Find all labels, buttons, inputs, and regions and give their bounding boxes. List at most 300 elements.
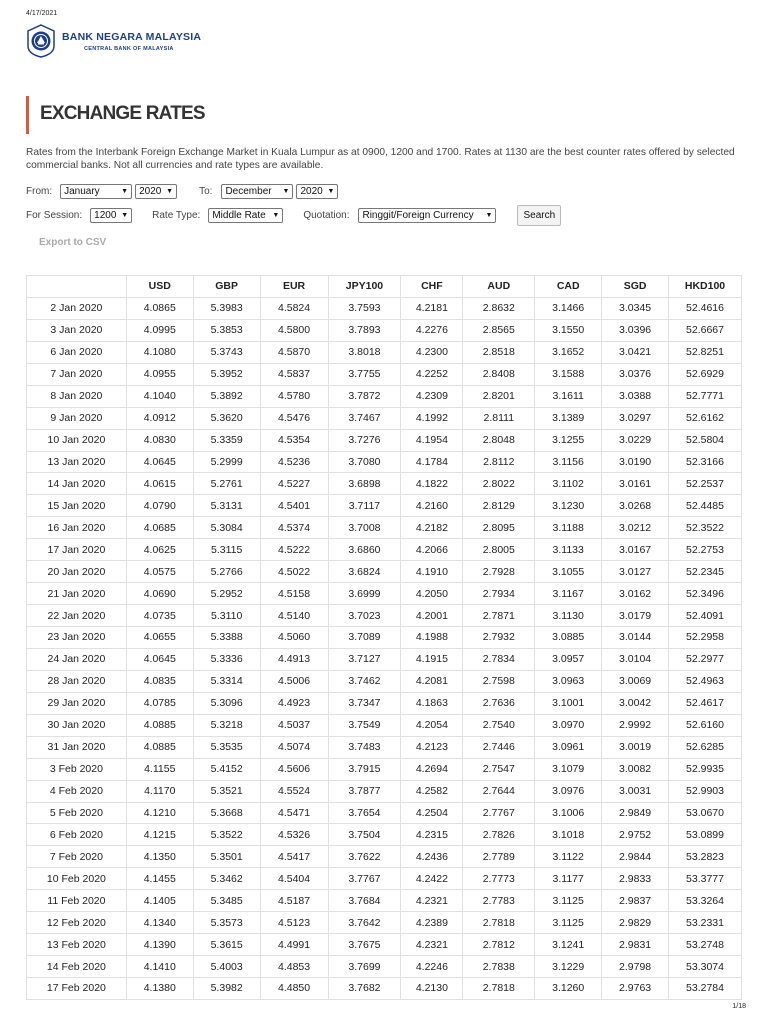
rate-cell: 3.1122	[535, 846, 602, 868]
table-row	[27, 363, 742, 385]
bnm-logo[interactable]	[26, 24, 201, 58]
rate-cell: 3.7467	[328, 407, 401, 429]
rate-cell: 52.6929	[669, 363, 742, 385]
table-row	[27, 736, 742, 758]
rate-cell: 4.0885	[126, 736, 193, 758]
rate-cell: 53.2748	[669, 934, 742, 956]
date-cell: 13 Feb 2020	[27, 934, 127, 956]
rate-cell: 4.1455	[126, 868, 193, 890]
table-row	[27, 385, 742, 407]
date-cell: 10 Feb 2020	[27, 868, 127, 890]
rate-cell: 4.4923	[260, 692, 328, 714]
rate-cell: 4.0790	[126, 495, 193, 517]
rate-cell: 53.2331	[669, 912, 742, 934]
rate-cell: 4.0865	[126, 297, 193, 319]
rate-cell: 3.7483	[328, 736, 401, 758]
rate-cell: 4.5476	[260, 407, 328, 429]
rate-cell: 3.1177	[535, 868, 602, 890]
table-row	[27, 780, 742, 802]
rate-cell: 2.9844	[602, 846, 669, 868]
rate-cell: 3.1079	[535, 758, 602, 780]
date-cell: 28 Jan 2020	[27, 670, 127, 692]
rate-cell: 3.1133	[535, 539, 602, 561]
rate-cell: 4.5006	[260, 670, 328, 692]
rate-cell: 5.3521	[193, 780, 260, 802]
rate-cell: 5.3462	[193, 868, 260, 890]
rate-cell: 3.7675	[328, 934, 401, 956]
rate-cell: 4.5824	[260, 297, 328, 319]
chevron-down-icon: ▼	[327, 188, 335, 195]
rate-cell: 3.0421	[602, 341, 669, 363]
from-label: From:	[26, 186, 53, 197]
rate-cell: 3.1130	[535, 605, 602, 627]
page-title: EXCHANGE RATES	[40, 103, 205, 124]
rate-cell: 2.7644	[463, 780, 535, 802]
rate-cell: 53.3264	[669, 890, 742, 912]
rate-cell: 5.3620	[193, 407, 260, 429]
chevron-down-icon: ▼	[272, 212, 280, 219]
column-header-chf: CHF	[401, 276, 463, 298]
table-row	[27, 758, 742, 780]
table-row	[27, 802, 742, 824]
column-header-hkd100: HKD100	[669, 276, 742, 298]
session-select[interactable]	[90, 208, 132, 223]
bnm-emblem-icon	[26, 24, 56, 58]
rate-cell: 4.5326	[260, 824, 328, 846]
rate-cell: 5.3573	[193, 912, 260, 934]
rate-cell: 3.0069	[602, 670, 669, 692]
rate-cell: 5.3131	[193, 495, 260, 517]
rate-cell: 2.9992	[602, 714, 669, 736]
rate-cell: 4.5158	[260, 583, 328, 605]
table-row	[27, 539, 742, 561]
rate-cell: 52.2537	[669, 473, 742, 495]
rate-cell: 4.2315	[401, 824, 463, 846]
table-row	[27, 341, 742, 363]
to-month-select[interactable]	[221, 184, 293, 199]
rate-cell: 5.4152	[193, 758, 260, 780]
date-cell: 6 Jan 2020	[27, 341, 127, 363]
table-row	[27, 451, 742, 473]
rate-cell: 4.5837	[260, 363, 328, 385]
rate-cell: 4.2694	[401, 758, 463, 780]
rate-cell: 2.8129	[463, 495, 535, 517]
column-header-date	[27, 276, 127, 298]
rate-cell: 4.1350	[126, 846, 193, 868]
rate-cell: 2.7598	[463, 670, 535, 692]
rate-cell: 5.2999	[193, 451, 260, 473]
rate-cell: 3.1188	[535, 517, 602, 539]
rate-cell: 4.5227	[260, 473, 328, 495]
from-month-value: January	[64, 186, 100, 197]
rate-cell: 4.2276	[401, 319, 463, 341]
rate-cell: 3.7080	[328, 451, 401, 473]
rate-cell: 3.1055	[535, 561, 602, 583]
rate-cell: 4.2321	[401, 890, 463, 912]
rate-cell: 3.1550	[535, 319, 602, 341]
rate-cell: 4.1340	[126, 912, 193, 934]
rate-cell: 4.2050	[401, 583, 463, 605]
rate-cell: 3.7504	[328, 824, 401, 846]
rate-cell: 4.5870	[260, 341, 328, 363]
rate-cell: 3.1125	[535, 890, 602, 912]
rate-cell: 52.2958	[669, 627, 742, 649]
rate-cell: 4.5060	[260, 627, 328, 649]
rate-cell: 4.1380	[126, 978, 193, 1000]
rate-cell: 3.0212	[602, 517, 669, 539]
rate-cell: 4.2182	[401, 517, 463, 539]
column-header-jpy100: JPY100	[328, 276, 401, 298]
rate-cell: 53.2784	[669, 978, 742, 1000]
rate-cell: 53.0899	[669, 824, 742, 846]
rate-cell: 4.1080	[126, 341, 193, 363]
quotation-label: Quotation:	[303, 210, 350, 221]
rate-cell: 3.7877	[328, 780, 401, 802]
rate-cell: 3.0885	[535, 627, 602, 649]
rate-cell: 3.1125	[535, 912, 602, 934]
rate-cell: 4.2422	[401, 868, 463, 890]
title-accent-bar	[26, 96, 29, 134]
rate-cell: 52.7771	[669, 385, 742, 407]
rate-cell: 5.2952	[193, 583, 260, 605]
rate-cell: 2.7934	[463, 583, 535, 605]
table-row	[27, 670, 742, 692]
rate-cell: 4.5022	[260, 561, 328, 583]
date-cell: 6 Feb 2020	[27, 824, 127, 846]
table-row	[27, 627, 742, 649]
rate-cell: 2.7834	[463, 648, 535, 670]
to-year-value: 2020	[300, 186, 323, 197]
rate-cell: 5.3110	[193, 605, 260, 627]
rate-cell: 3.7089	[328, 627, 401, 649]
table-row	[27, 934, 742, 956]
table-row	[27, 495, 742, 517]
date-cell: 30 Jan 2020	[27, 714, 127, 736]
date-cell: 5 Feb 2020	[27, 802, 127, 824]
rate-cell: 3.6860	[328, 539, 401, 561]
from-year-value: 2020	[139, 186, 162, 197]
rate-cell: 4.5140	[260, 605, 328, 627]
rate-cell: 2.7783	[463, 890, 535, 912]
rate-cell: 2.9763	[602, 978, 669, 1000]
rate-cell: 4.2389	[401, 912, 463, 934]
rate-cell: 4.4991	[260, 934, 328, 956]
column-header-sgd: SGD	[602, 276, 669, 298]
rate-cell: 5.3615	[193, 934, 260, 956]
rate-cell: 3.0957	[535, 648, 602, 670]
column-header-eur: EUR	[260, 276, 328, 298]
rate-cell: 4.5471	[260, 802, 328, 824]
rate-cell: 3.7682	[328, 978, 401, 1000]
rate-cell: 52.6160	[669, 714, 742, 736]
rate-cell: 3.0127	[602, 561, 669, 583]
rate-cell: 3.0161	[602, 473, 669, 495]
date-cell: 14 Jan 2020	[27, 473, 127, 495]
date-cell: 23 Jan 2020	[27, 627, 127, 649]
rate-cell: 4.1992	[401, 407, 463, 429]
rate-cell: 4.5374	[260, 517, 328, 539]
rate-cell: 3.1611	[535, 385, 602, 407]
rate-cell: 3.0961	[535, 736, 602, 758]
rate-cell: 4.1988	[401, 627, 463, 649]
rate-cell: 3.1389	[535, 407, 602, 429]
rate-cell: 4.1915	[401, 648, 463, 670]
rate-cell: 5.3084	[193, 517, 260, 539]
rate-cell: 4.1155	[126, 758, 193, 780]
rate-cell: 2.7818	[463, 912, 535, 934]
rate-cell: 3.7893	[328, 319, 401, 341]
rate-cell: 52.6162	[669, 407, 742, 429]
rate-cell: 4.4850	[260, 978, 328, 1000]
table-row	[27, 824, 742, 846]
rate-cell: 2.9831	[602, 934, 669, 956]
rate-cell: 4.2246	[401, 956, 463, 978]
filter-row	[26, 205, 561, 226]
rate-cell: 52.3166	[669, 451, 742, 473]
rate-cell: 3.7347	[328, 692, 401, 714]
rate-cell: 2.7818	[463, 978, 535, 1000]
rate-cell: 3.8018	[328, 341, 401, 363]
date-cell: 13 Jan 2020	[27, 451, 127, 473]
rate-cell: 3.1255	[535, 429, 602, 451]
date-cell: 15 Jan 2020	[27, 495, 127, 517]
chevron-down-icon: ▼	[485, 212, 493, 219]
rate-type-select[interactable]	[208, 208, 283, 223]
table-row	[27, 297, 742, 319]
rate-cell: 4.1954	[401, 429, 463, 451]
rate-cell: 53.3777	[669, 868, 742, 890]
chevron-down-icon: ▼	[121, 212, 129, 219]
rate-cell: 2.9849	[602, 802, 669, 824]
date-cell: 24 Jan 2020	[27, 648, 127, 670]
rate-cell: 2.8408	[463, 363, 535, 385]
rate-cell: 3.0388	[602, 385, 669, 407]
rate-cell: 3.1466	[535, 297, 602, 319]
rate-cell: 3.0268	[602, 495, 669, 517]
date-cell: 29 Jan 2020	[27, 692, 127, 714]
rate-cell: 2.7826	[463, 824, 535, 846]
rate-cell: 3.7008	[328, 517, 401, 539]
table-row	[27, 407, 742, 429]
rate-cell: 5.3668	[193, 802, 260, 824]
rate-cell: 3.0167	[602, 539, 669, 561]
rate-cell: 52.4617	[669, 692, 742, 714]
rate-cell: 4.0645	[126, 648, 193, 670]
rate-cell: 3.1241	[535, 934, 602, 956]
rate-cell: 4.5417	[260, 846, 328, 868]
from-month-select[interactable]	[60, 184, 132, 199]
rate-cell: 5.3892	[193, 385, 260, 407]
rate-cell: 5.3485	[193, 890, 260, 912]
rate-cell: 4.2504	[401, 802, 463, 824]
rate-cell: 3.0376	[602, 363, 669, 385]
rate-cell: 2.9752	[602, 824, 669, 846]
rate-cell: 5.3535	[193, 736, 260, 758]
rate-cell: 2.7871	[463, 605, 535, 627]
rate-cell: 3.0970	[535, 714, 602, 736]
rate-cell: 2.8112	[463, 451, 535, 473]
logo-title: BANK NEGARA MALAYSIA	[62, 30, 202, 43]
rate-cell: 53.0670	[669, 802, 742, 824]
rate-cell: 3.0082	[602, 758, 669, 780]
rate-cell: 2.8201	[463, 385, 535, 407]
rate-cell: 52.2977	[669, 648, 742, 670]
rate-cell: 5.3336	[193, 648, 260, 670]
rate-type-value: Middle Rate	[212, 210, 266, 221]
rate-cell: 2.8048	[463, 429, 535, 451]
rate-cell: 2.7547	[463, 758, 535, 780]
column-header-cad: CAD	[535, 276, 602, 298]
rate-cell: 52.6285	[669, 736, 742, 758]
rate-cell: 4.4853	[260, 956, 328, 978]
rate-cell: 53.2823	[669, 846, 742, 868]
rate-cell: 3.0396	[602, 319, 669, 341]
rate-cell: 3.7699	[328, 956, 401, 978]
date-cell: 11 Feb 2020	[27, 890, 127, 912]
rate-cell: 4.5123	[260, 912, 328, 934]
rate-cell: 3.0963	[535, 670, 602, 692]
rate-cell: 2.8518	[463, 341, 535, 363]
date-cell: 10 Jan 2020	[27, 429, 127, 451]
rate-cell: 5.3522	[193, 824, 260, 846]
table-row	[27, 868, 742, 890]
rate-cell: 2.8095	[463, 517, 535, 539]
export-csv-link[interactable]: Export to CSV	[39, 237, 107, 248]
rate-cell: 52.4616	[669, 297, 742, 319]
session-label: For Session:	[26, 210, 83, 221]
rate-cell: 3.7549	[328, 714, 401, 736]
rate-cell: 3.1229	[535, 956, 602, 978]
rate-cell: 4.5401	[260, 495, 328, 517]
table-row	[27, 648, 742, 670]
page-description: Rates from the Interbank Foreign Exchange Market in Kuala Lumpur as at 0900, 1200 and 1700. Rates at 1130 are the best counter rates offered by selected commercial banks. Not all currencies and rate types are available.	[26, 147, 735, 171]
rate-cell: 4.0785	[126, 692, 193, 714]
rate-cell: 4.2066	[401, 539, 463, 561]
rate-cell: 5.3115	[193, 539, 260, 561]
rate-cell: 4.2300	[401, 341, 463, 363]
rate-cell: 5.2761	[193, 473, 260, 495]
date-cell: 17 Jan 2020	[27, 539, 127, 561]
rate-cell: 3.0976	[535, 780, 602, 802]
rate-cell: 4.5524	[260, 780, 328, 802]
rate-cell: 5.3096	[193, 692, 260, 714]
rate-cell: 5.4003	[193, 956, 260, 978]
rate-cell: 3.0345	[602, 297, 669, 319]
rate-cell: 5.3359	[193, 429, 260, 451]
chevron-down-icon: ▼	[166, 188, 174, 195]
session-value: 1200	[94, 210, 117, 221]
date-cell: 2 Jan 2020	[27, 297, 127, 319]
rate-cell: 2.8632	[463, 297, 535, 319]
date-range-row	[26, 184, 338, 199]
rate-cell: 4.0995	[126, 319, 193, 341]
column-header-gbp: GBP	[193, 276, 260, 298]
table-row	[27, 319, 742, 341]
rate-cell: 3.1001	[535, 692, 602, 714]
table-row	[27, 605, 742, 627]
rate-cell: 3.0104	[602, 648, 669, 670]
rate-cell: 4.0735	[126, 605, 193, 627]
rate-cell: 3.7642	[328, 912, 401, 934]
rate-cell: 3.7276	[328, 429, 401, 451]
rate-cell: 4.2309	[401, 385, 463, 407]
rate-cell: 3.7767	[328, 868, 401, 890]
rate-cell: 4.5800	[260, 319, 328, 341]
rate-cell: 4.1210	[126, 802, 193, 824]
table-row	[27, 956, 742, 978]
rate-cell: 2.8005	[463, 539, 535, 561]
rate-cell: 2.7636	[463, 692, 535, 714]
rate-cell: 3.7654	[328, 802, 401, 824]
table-row	[27, 978, 742, 1000]
rate-cell: 3.1652	[535, 341, 602, 363]
from-year-select[interactable]	[135, 184, 177, 199]
rate-cell: 3.0019	[602, 736, 669, 758]
table-row	[27, 714, 742, 736]
to-year-select[interactable]	[296, 184, 338, 199]
rate-cell: 4.2582	[401, 780, 463, 802]
rate-cell: 3.0229	[602, 429, 669, 451]
rate-cell: 4.2321	[401, 934, 463, 956]
rate-cell: 2.7838	[463, 956, 535, 978]
rate-cell: 52.2345	[669, 561, 742, 583]
rate-cell: 4.2081	[401, 670, 463, 692]
date-cell: 9 Jan 2020	[27, 407, 127, 429]
rate-cell: 52.2753	[669, 539, 742, 561]
rate-cell: 52.9935	[669, 758, 742, 780]
table-row	[27, 561, 742, 583]
rate-cell: 2.7446	[463, 736, 535, 758]
rate-cell: 4.0655	[126, 627, 193, 649]
rate-cell: 4.5037	[260, 714, 328, 736]
rate-cell: 4.0685	[126, 517, 193, 539]
rate-cell: 5.3983	[193, 297, 260, 319]
rate-cell: 3.7755	[328, 363, 401, 385]
rate-cell: 4.1405	[126, 890, 193, 912]
rate-cell: 3.7117	[328, 495, 401, 517]
rate-cell: 3.1230	[535, 495, 602, 517]
rate-cell: 2.9837	[602, 890, 669, 912]
date-cell: 8 Jan 2020	[27, 385, 127, 407]
date-cell: 21 Jan 2020	[27, 583, 127, 605]
rate-cell: 3.1588	[535, 363, 602, 385]
rate-cell: 5.3952	[193, 363, 260, 385]
rate-cell: 4.5222	[260, 539, 328, 561]
rate-cell: 2.9798	[602, 956, 669, 978]
rate-cell: 3.7915	[328, 758, 401, 780]
rate-cell: 3.0162	[602, 583, 669, 605]
search-button[interactable]: Search	[517, 205, 561, 226]
rate-cell: 2.7540	[463, 714, 535, 736]
rate-cell: 4.0615	[126, 473, 193, 495]
rate-cell: 52.3496	[669, 583, 742, 605]
rate-cell: 4.0830	[126, 429, 193, 451]
rate-cell: 3.0031	[602, 780, 669, 802]
date-cell: 7 Jan 2020	[27, 363, 127, 385]
rate-cell: 4.1170	[126, 780, 193, 802]
table-row	[27, 583, 742, 605]
rate-cell: 3.7593	[328, 297, 401, 319]
to-month-value: December	[225, 186, 272, 197]
rate-cell: 5.3218	[193, 714, 260, 736]
rate-cell: 5.3501	[193, 846, 260, 868]
rate-cell: 4.0835	[126, 670, 193, 692]
rate-cell: 4.0575	[126, 561, 193, 583]
rate-cell: 4.5354	[260, 429, 328, 451]
rate-cell: 4.5780	[260, 385, 328, 407]
quotation-select[interactable]	[358, 208, 496, 223]
rate-cell: 3.0179	[602, 605, 669, 627]
